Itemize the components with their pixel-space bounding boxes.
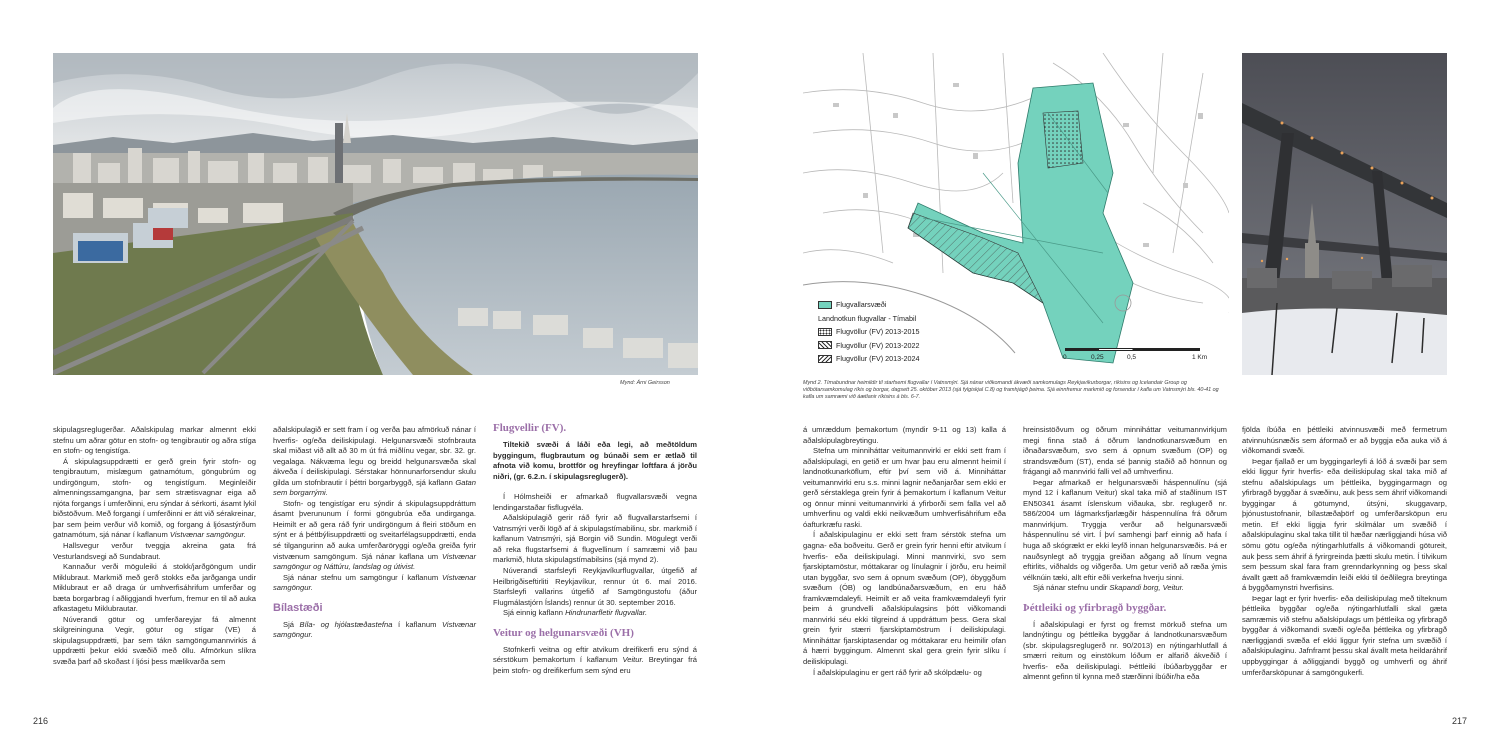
map-scale-bar xyxy=(1065,345,1215,365)
page-number-right: 217 xyxy=(1452,716,1468,726)
paragraph: Núverandi götur og umferðareyjar fá almennt skilgreininguna Vegir, götur og stígar (VE) á skipulagsuppdrætti, þar sem tákn samgöngumannvirkis á uppdrætti þekur ekki svæðið með öllu. Afmörkun slíkra svæða þarf að skoðast í ljósi þess mælikvarða sem xyxy=(53,614,256,667)
map-caption: Mynd 2. Tímabundnar heimildir til starfsemi flugvallar í Vatnsmýri. Sjá nánar viðkomandi ákvæði samkomulags Reykjavíkurborgar, ríkisins og Icelandair Group og viðbótarsamkomulag ríkis og borgar, dagsett 25. október 2013 (sjá fylgiskjal C.8) og framhjágð þeima. Sjá einnfremur markmið og forsendur í kafla um Vatnsmýri bls. 40-41 og kafla um samræmi við áætlanir ríkisins á bls. 6-7. xyxy=(803,380,1219,400)
paragraph: Þegar afmarkað er helgunarsvæði háspennulínu (sjá mynd 12 í kaflanum Veitur) skal taka mið af staðlinum IST EN50341 ásamt íslenskum viðauka, sbr. reglugerð nr. 586/2004 um lágmarksfjarlægðir háspennulína frá öðrum mannvirkjum. Tryggja verður að helgunarsvæði háspennulínu sé virt. Í því samhengi þarf einnig að hafa í huga að skógrækt er ekki leyfð innan helgunarsvæðis. Þá er nauðsynlegt að tryggja greiðan aðgang að línum vegna eftirlits, viðhalds og viðgerða. Um getur verið að ræða ýmis vélknúin tæki, allt eftir eðli verkefna hverju sinni. xyxy=(1023,477,1227,582)
heading-veitur: Veitur og helgunarsvæði (VH) xyxy=(493,626,634,639)
paragraph: skipulagsreglugerðar. Aðalskipulag markar almennt ekki stefnu um aðrar götur en stofn- og tengibrautir og aðra stíga en stofn- og tengistíga. xyxy=(53,425,256,456)
paragraph: Sjá nánar stefnu undir Skapandi borg, Veitur. xyxy=(1033,583,1184,593)
cross-swatch xyxy=(818,341,832,349)
paragraph: aðalskipulagið er sett fram í og verða þau afmörkuð nánar í hverfis- og/eða deiliskipulagi. Helgunarsvæði stofnbrauta skal miðast við allt að 30 m út frá miðlínu vegar, sbr. 32. gr. vegalaga. Nákvæma legu og breidd helgunarsvæða skal ákveða í deiliskipulagi. Sérstakar hönnunarforsendur skulu gilda um stofnbrautir í þéttri borgarbyggð, sjá kaflann Gatan sem borgarrými. xyxy=(273,425,476,498)
legend-item-2: Flugvöllur (FV) 2013-2022 xyxy=(836,340,920,350)
paragraph: Þegar lagt er fyrir hverfis- eða deiliskipulag með tilteknum þéttleika byggðar og/eða nýtingarhlutfalli skal gæta samræmis við stefnu aðalskipulags um þéttleika og yfirbragð byggðar á viðkomandi svæði og/eða þéttleika og yfirbragð nærliggjandi svæða ef ekki liggur fyrir stefna um svæðið í aðalskipulaginu. Jafnframt þessu skal ávallt meta heildaráhrif uppbyggingar á aðliggjandi byggð og umhverfi og áhrif umferðarsköpunar á samgöngukerfi. xyxy=(1242,593,1447,677)
paragraph: Í aðalskipulaginu er ekki sett fram sérstök stefna um gagna- eða boðveitu. Gerð er grein fyrir henni eftir atvikum í hverfis- eða deiliskipulagi. Minni mannvirki, svo sem fjarskiptamöstur, móttakarar og línulagnir í jörðu, eru heimil utan byggðar, svo sem á opnum svæðum (OP), óbyggðum svæðum (ÓB) og landbúnaðarsvæðum, en eru háð framkvæmdaleyfi. Heimilt er að veita framkvæmdaleyfi fyrir þeim á grundvelli aðalskipulagsins þótt viðkomandi mannvirki séu ekki tilgreind á uppdráttum þess. Gera skal grein fyrir stærri fjarskiptamöstrum í deiliskipulagi. Minniháttar fjarskiptasendar og móttakarar eru heimilir ofan á hærri byggingum. Almennt skal gera grein fyrir slíku í deiliskipulagi. xyxy=(803,530,1006,667)
text-column-2 xyxy=(273,425,476,641)
scale-025: 0,25 xyxy=(1091,354,1104,361)
aerial-photo-reykjavik xyxy=(53,53,698,375)
scale-0: 0 xyxy=(1063,354,1067,361)
legend-item-1: Flugvöllur (FV) 2013-2015 xyxy=(836,327,920,337)
paragraph: Sjá einnig kaflann Hindrunarfletir flugvallar. xyxy=(503,608,648,618)
page-number-left: 216 xyxy=(33,716,49,726)
paragraph: Stofnkerfi veitna og eftir atvikum dreifikerfi eru sýnd á sérstökum þemakortum í kaflanum Veitur. Breytingar frá þeim stofn- og dreifikerfum sem sýnd eru xyxy=(493,644,697,675)
text-column-4 xyxy=(803,425,1006,678)
paragraph: Þegar fjallað er um byggingarleyfi á lóð á svæði þar sem ekki liggur fyrir hverfis- eða deiliskipulag skal taka mið af stefnu aðalskipulags um þéttleika, byggingarmagn og yfirbragð byggðar á svæðinu, auk þess sem áhrif viðkomandi byggingar á götumynd, útsýni, skuggavarp, þjónustustofnanir, bílastæðaþörf og umferðarsköpun eru metin. Ef ekki liggja fyrir skilmálar um svæðið í aðalskipulaginu skal taka tillit til hæðar nærliggjandi húsa við sömu götu og/eða nýtingarhlutfalls á viðkomandi götureit, auk þess sem áhrif á fyrirgreinda þætti skulu metin. Í tilvikum sem þessum skal fara fram grenndarkynning og þess skal ávallt gætt að framkvæmdin leiði ekki til óeðlilegra breytinga á byggðamynstri hverfisins. xyxy=(1242,456,1447,593)
church-photo xyxy=(1242,53,1447,375)
legend-title: Landnotkun flugvallar - Tímabil xyxy=(818,313,917,323)
heading-bilastaedi: Bílastæði xyxy=(273,601,323,614)
paragraph: Núverandi starfsleyfi Reykjavíkurflugvallar, útgefið af Heilbrigðiseftirliti Reykjavíkur, rennur út 6. maí 2016. Starfsleyfi vallarins útgefið af Samgöngustofu (áður Flugmálastjórn Íslands) rennur út 30. september 2016. xyxy=(493,566,697,607)
legend-area: Flugvallarsvæði xyxy=(836,300,887,310)
scale-05: 0,5 xyxy=(1127,354,1137,361)
paragraph: Kannaður verði möguleiki á stokk/jarðgöngum undir Miklubraut. Markmið með gerð stokks eða jarðganga undir Miklubraut er að draga úr umhverfisáhrifum umferðar og bæta borgarbrag í aðliggjandi hverfum, fremur en til að auka afkastagetu Miklubrautar. xyxy=(53,562,256,614)
paragraph: Á skipulagsuppdrætti er gerð grein fyrir stofn- og tengibrautum, mislægum gatnamótum, göngubrúm og undirgöngum, stofn- og tengistígum. Meginleiðir almenningssamgangna, þar sem strætisvagnar eiga að njóta forgangs í umferðinni, eru sýndar á sérkorti, ásamt lykil biðstöðvum. Með forgangi í umferðinni er átt við sérakreinar, þar sem þeim verður við komið, og forgang á ljósastýrðum gatnamótum, sjá nánar í kaflanum Vistvænar samgöngur. xyxy=(53,456,257,540)
paragraph: á umræddum þemakortum (myndir 9-11 og 13) kalla á aðalskipulagbreytingu. xyxy=(803,425,1006,445)
hatch-swatch xyxy=(818,355,832,363)
paragraph: Stefna um minniháttar veitumannvirki er ekki sett fram í aðalskipulagi, en getið er um hvar þau eru almennt heimil í landnotkunarköflum, eftir því sem við á. Minniháttar veitumannvirki eru s.s. minni lagnir neðanjarðar sem ekki er gerð sérstaklega grein fyrir á þemakortum í kaflanum Veitur og önnur minni veitumannvirki á yfirborði sem falla vel að umhverfinu og valdi ekki neikvæðum umhverfisáhrifum eða óafturkræfu raski. xyxy=(803,446,1006,529)
paragraph: Sjá nánar stefnu um samgöngur í kaflanum Vistvænar samgöngur. xyxy=(273,572,476,593)
paragraph: fjölda íbúða en þéttleiki atvinnusvæði með fermetrum atvinnuhúsnæðis sem áformað er að byggja eða auka við á viðkomandi svæði. xyxy=(1242,425,1447,456)
paragraph: Hallsvegur verður tveggja akreina gata frá Vesturlandsvegi að Sundabraut. xyxy=(53,541,256,561)
text-column-1 xyxy=(53,425,256,668)
paragraph: Í Hólmsheiði er afmarkað flugvallarsvæði vegna lendingarstaðar fisflugvéla. xyxy=(493,492,697,512)
text-column-6 xyxy=(1242,425,1447,678)
paragraph: Aðalskipulagið gerir ráð fyrir að flugvallarstarfsemi í Vatnsmýri verði lögð af á skipulagstímabilinu, sbr. markmið í kaflanum Vatnsmýri, sjá Borgin við Sundin. Mögulegt verði að reka flugstarfsemi á flugvellinum í samræmi við þau markmið, hluta skipulagstímabilsins (sjá mynd 2). xyxy=(493,513,697,565)
heading-flugvellir: Flugvellir (FV). xyxy=(493,422,567,434)
area-swatch xyxy=(818,301,832,309)
dots-swatch xyxy=(818,328,832,336)
lead-paragraph: Tiltekið svæði á láði eða legi, að meðtöldum byggingum, flugbrautum og búnaði sem er ætlað til afnota við komu, brottför og hreyfingar loftfara á jörðu niðri, (gr. 6.2.n. í skipulagsreglugerð). xyxy=(493,440,697,481)
heading-thettleiki: Þéttleiki og yfirbragð byggðar. xyxy=(1023,601,1167,614)
text-column-3 xyxy=(493,422,697,676)
paragraph: Í aðalskipulaginu er gert ráð fyrir að skólpdælu- og xyxy=(813,667,982,677)
scale-1km: 1 Km xyxy=(1192,354,1208,361)
paragraph: hreinsistöðvum og öðrum minniháttar veitumannvirkjum megi finna stað á öðrum landnotkunarsvæðum en iðnaðarsvæðum, svo sem á opnum svæðum (OP) og strandsvæðum (ST), enda sé þannig staðið að hönnun og frágangi að mannvirki falli vel að umhverfinu. xyxy=(1023,425,1227,477)
photo-credit: Mynd: Árni Geirsson xyxy=(620,380,670,386)
map-legend xyxy=(818,298,1018,366)
paragraph: Sjá Bíla- og hjólastæðastefna í kaflanum Vistvænar samgöngur. xyxy=(273,619,476,640)
text-column-5 xyxy=(1023,425,1227,683)
paragraph: Í aðalskipulagi er fyrst og fremst mörkuð stefna um landnýtingu og þéttleika byggðar á landnotkunarsvæðum (sbr. skipulagsreglugerð nr. 90/2013) en nýtingarhlutfall á smærri reitum og einstökum lóðum er alfarið ákveðið í hverfis- eða deiliskipulagi. Þéttleiki íbúðarbyggðar er almennt gefinn til kynna með stærðinni íbúðir/ha eða xyxy=(1023,619,1227,682)
legend-item-3: Flugvöllur (FV) 2013-2024 xyxy=(836,354,920,364)
paragraph: Stofn- og tengistígar eru sýndir á skipulagsuppdráttum ásamt þverununum í formi göngubrúa eða undirganga. Heimilt er að gera ráð fyrir undirgöngum á fleiri stöðum en sýnt er á þéttbýlisuppdrætti og sveitarfélagsuppdrætti, enda sé tilgangurinn að auka umferðaröryggi og/eða greiða fyrir vistvænum samgöngum. Sjá nánar kaflana um Vistvænar samgöngur og Náttúru, landslag og útivist. xyxy=(273,498,476,572)
